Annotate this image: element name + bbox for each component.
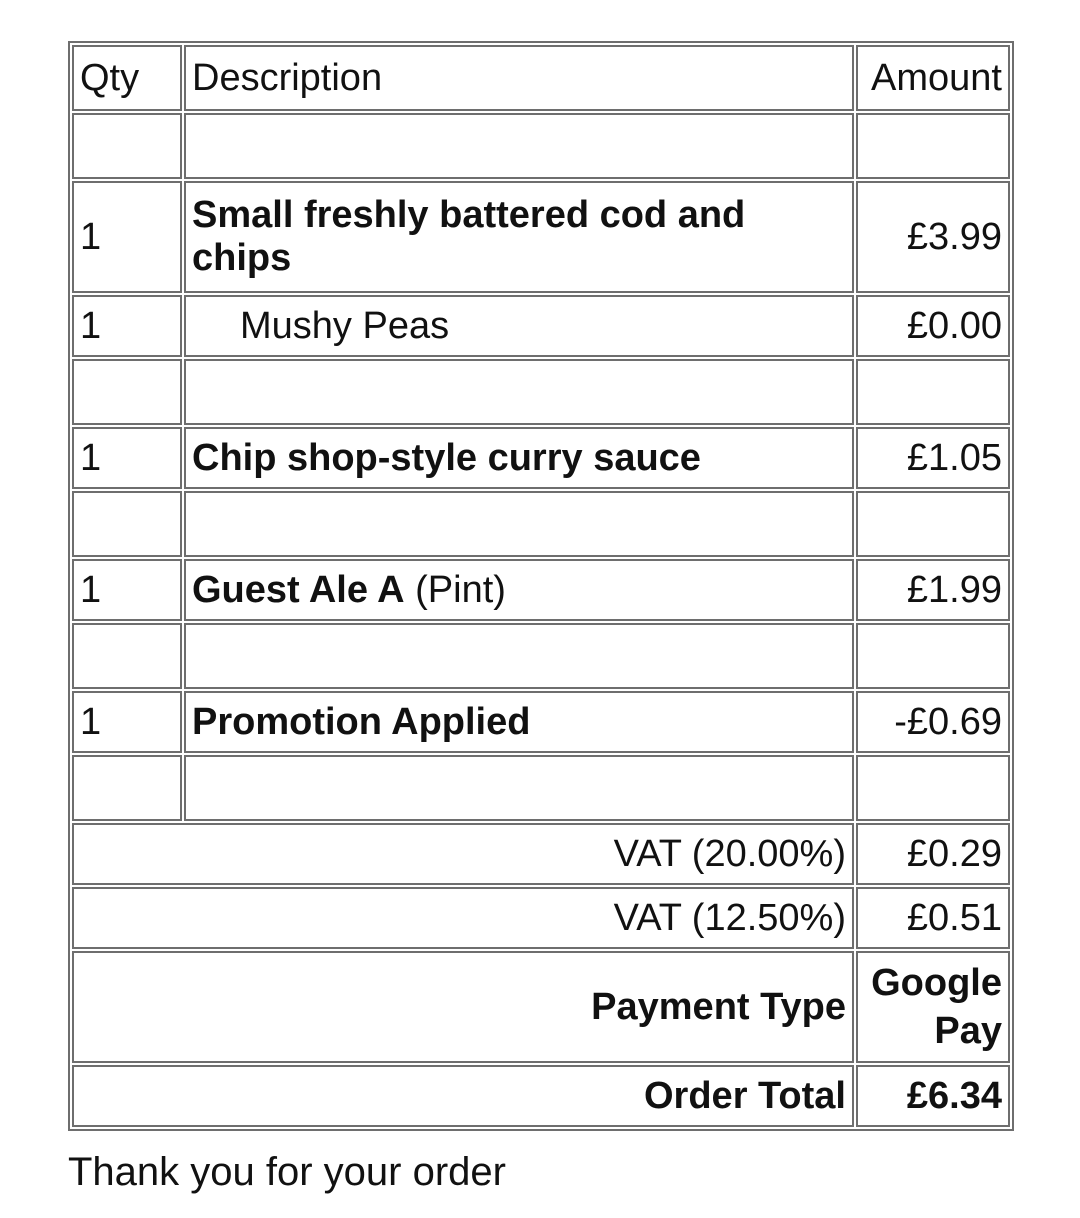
order-total-label: Order Total [72,1065,854,1127]
item-modifier-name: Mushy Peas [184,295,854,357]
table-header-row [72,45,1010,111]
qty-header: Qty [72,45,182,111]
vat-12-label: VAT (12.50%) [72,887,854,949]
table-row [72,181,1010,293]
item-amount: £3.99 [856,181,1010,293]
vat-12-row [72,887,1010,949]
item-qty: 1 [72,295,182,357]
item-variant: (Pint) [415,568,506,611]
item-amount: £0.00 [856,295,1010,357]
item-name: Guest Ale A [192,568,405,611]
item-qty: 1 [72,181,182,293]
vat-20-amount: £0.29 [856,823,1010,885]
payment-type-label: Payment Type [72,951,854,1063]
item-qty: 1 [72,427,182,489]
item-name: Small freshly battered cod and chips [184,181,854,293]
thank-you-message: Thank you for your order [68,1150,506,1194]
spacer-row [72,491,1010,557]
spacer-row [72,755,1010,821]
spacer-row [72,113,1010,179]
order-receipt-table [68,41,1014,1131]
payment-type-value: Google Pay [856,951,1010,1063]
amount-header: Amount [856,45,1010,111]
table-row [72,295,1010,357]
vat-20-label: VAT (20.00%) [72,823,854,885]
order-total-row [72,1065,1010,1127]
item-amount: £1.99 [856,559,1010,621]
order-total-amount: £6.34 [856,1065,1010,1127]
table-row [72,559,1010,621]
item-qty: 1 [72,691,182,753]
spacer-row [72,623,1010,689]
promotion-amount: -£0.69 [856,691,1010,753]
vat-12-amount: £0.51 [856,887,1010,949]
spacer-row [72,359,1010,425]
item-description [184,559,854,621]
vat-20-row [72,823,1010,885]
item-name: Chip shop-style curry sauce [184,427,854,489]
promotion-name: Promotion Applied [184,691,854,753]
table-row [72,427,1010,489]
table-row [72,691,1010,753]
description-header: Description [184,45,854,111]
payment-type-row [72,951,1010,1063]
item-amount: £1.05 [856,427,1010,489]
item-qty: 1 [72,559,182,621]
